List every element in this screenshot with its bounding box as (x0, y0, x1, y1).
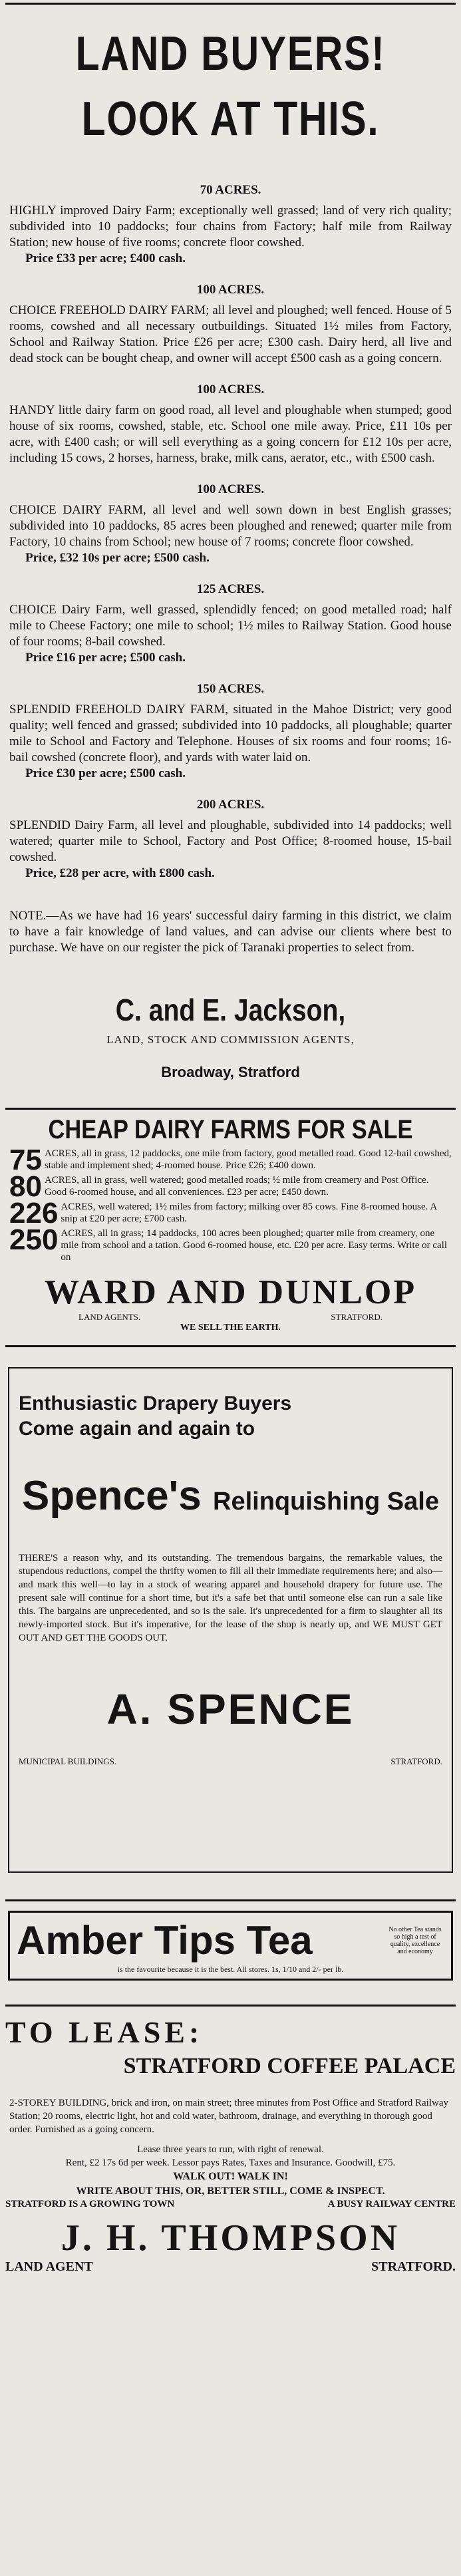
cheap-farm-row (9, 1170, 452, 1203)
newspaper-column (5, 0, 456, 2275)
lot-body: HIGHLY improved Dairy Farm; exceptionally well grassed; land of very rich quality; subdivided into 10 paddocks; four chains from Factory; half mile from Railway Station; new house of five rooms; concrete floor cowshed. (9, 204, 452, 249)
cheap-farms-headline: CHEAP DAIRY FARMS FOR SALE (48, 1115, 413, 1144)
lot-title: 125 ACRES. (196, 582, 265, 596)
lease-body: 2-STOREY BUILDING, brick and iron, on main street; three minutes from Post Office and Stratford Railway Station; 20 rooms, electric light, hot and cold water, bathroom, drainage, and everything in thorough good order. Furnished as a going concern. (9, 2098, 449, 2135)
lot-6 (5, 682, 456, 782)
we-sell-the-earth: WE SELL THE EARTH. (180, 1323, 281, 1333)
firm-subtitle: LAND, STOCK AND COMMISSION AGENTS, (106, 1033, 355, 1046)
lot-title: 150 ACRES. (196, 682, 265, 696)
lot-price: Price, £32 10s per acre; £500 cash. (25, 551, 210, 565)
cheap-farm-text: ACRES, all in grass, well watered; good metalled roads; ½ mile from creamery and Post Office. Good 6-roomed house, and all conveniences. £23 per acre; £450 down. (44, 1175, 429, 1198)
section-rule (5, 1899, 456, 1901)
lease-rent: Rent, £2 17s 6d per week. Lessor pays Rates, Taxes and Insurance. Goodwill, £75. (65, 2158, 396, 2168)
acreage-number: 226 (9, 1197, 59, 1229)
coffee-palace-name: STRATFORD COFFEE PALACE (123, 2054, 456, 2078)
growing-town: STRATFORD IS A GROWING TOWN (5, 2199, 175, 2209)
lot-price: Price £33 per acre; £400 cash. (25, 251, 186, 265)
thompson-footer (5, 2259, 456, 2275)
amber-tips-ad (8, 1911, 453, 1981)
amber-tips-headline: Amber Tips Tea (17, 1918, 313, 1963)
cheap-farm-text: ACRES, all in grass, 12 paddocks, one mile from factory, good metalled road. Good 12-bail cowshed, stable and implement shed; 4-roomed house. Price £26; £400 down. (44, 1148, 452, 1171)
spence-headline (19, 1472, 442, 1520)
lot-4 (5, 482, 456, 566)
headline-land-buyers: LAND BUYERS! (75, 27, 386, 80)
lot-price: Price, £28 per acre, with £800 cash. (25, 866, 215, 880)
cheap-dairy-farms-ad (5, 1115, 456, 1333)
railway-centre: A BUSY RAILWAY CENTRE (327, 2199, 456, 2209)
top-rule (5, 3, 456, 5)
lot-price: Price £16 per acre; £500 cash. (25, 651, 186, 665)
lot-price: Price £30 per acre; £500 cash. (25, 766, 186, 780)
lot-body: SPLENDID Dairy Farm, all level and ploughable, subdivided into 14 paddocks; well watered; quarter mile to School, Factory and Post Office; 8-roomed house, 15-bail cowshed. (9, 818, 452, 864)
lot-3 (5, 383, 456, 466)
walk-out-walk-in: WALK OUT! WALK IN! (173, 2171, 288, 2182)
lot-body: HANDY little dairy farm on good road, all level and ploughable when stumped; good house of six rooms, cowshed, stable, etc. School one mile away. Price, £11 10s per acre, with £400 cash; or will sell everything as a going concern for £12 10s per acre, including 15 cows, 2 horses, harness, brake, milk cans, aerator, etc., with £500 cash. (9, 403, 452, 465)
firm-address: Broadway, Stratford (161, 1064, 300, 1080)
headline-look-at-this: LOOK AT THIS. (81, 92, 380, 146)
land-buyers-ad (5, 23, 456, 1081)
lot-7 (5, 798, 456, 882)
spence-intro-2: Come again and again to (19, 1418, 255, 1440)
spence-signature: A. SPENCE (106, 1685, 355, 1733)
land-agent-label: LAND AGENT (5, 2259, 93, 2274)
cheap-farm-row (9, 1197, 452, 1229)
cheap-farm-row (9, 1223, 452, 1263)
lot-body: CHOICE DAIRY FARM, all level and well sown down in best English grasses; subdivided into 10 paddocks, 85 acres been ploughed and renewed; quarter mile from Factory, 10 chains from School; new house of 7 rooms; concrete floor cowshed. (9, 503, 452, 549)
lot-2 (5, 283, 456, 367)
firm-name: C. and E. Jackson, (115, 993, 346, 1027)
lot-title: 200 ACRES. (196, 798, 265, 812)
relinquishing-sale: Relinquishing Sale (213, 1488, 439, 1516)
write-about-this: WRITE ABOUT THIS, OR, BETTER STILL, COME & INSPECT. (76, 2185, 385, 2197)
lot-5 (5, 582, 456, 666)
spence-footer (19, 1756, 442, 1767)
acreage-number: 75 (9, 1144, 42, 1176)
lot-title: 100 ACRES. (196, 283, 265, 297)
lot-body: CHOICE Dairy Farm, well grassed, splendidly fenced; on good metalled road; half mile to Cheese Factory; one mile to school; 1½ miles to Railway Station. Good house of four rooms; 8-bail cowshed. (9, 603, 452, 649)
spence-ad (8, 1367, 453, 1873)
spence-name: Spence's (22, 1473, 202, 1519)
stratford-label: STRATFORD. (331, 1312, 383, 1322)
cheap-farm-text: ACRES, all in grass; 14 paddocks, 100 acres been ploughed; quarter mile from creamery, one mile from school and a tation. Good 6-roomed house, etc. £20 per acre. Easy terms. Write or call on (61, 1228, 448, 1263)
acreage-number: 80 (9, 1170, 42, 1203)
lease-tagline (5, 2199, 456, 2210)
lot-body: CHOICE FREEHOLD DAIRY FARM; all level and ploughed; well fenced. House of 5 rooms, cowshed and all necessary outbuildings. Situated 1½ miles from Factory, School and Railway Station. Price £26 per acre; £300 cash. Dairy herd, all live and dead stock can be bought cheap, and owner will accept £500 cash as a going concern. (9, 303, 452, 365)
to-lease-headline: TO LEASE: (5, 2015, 204, 2049)
lease-term: Lease three years to run, with right of renewal. (137, 2144, 324, 2155)
tea-row (17, 1917, 444, 1965)
section-rule (5, 1108, 456, 1110)
tea-quality-note: No other Tea stands so high a test of quality, excellence and economy (388, 1926, 442, 1955)
spence-intro-1: Enthusiastic Drapery Buyers (19, 1392, 292, 1414)
note-paragraph: NOTE.—As we have had 16 years' successful dairy farming in this district, we claim to have a fair knowledge of land values, and can advise our clients where best to purchase. We have on our register the pick of Taranaki properties to select from. (9, 909, 452, 955)
to-lease-ad (5, 2014, 456, 2275)
ward-and-dunlop-name: WARD AND DUNLOP (44, 1273, 417, 1311)
tea-footer: is the favourite because it is the best. All stores. 1s, 1/10 and 2/- per lb. (117, 1965, 344, 1974)
municipal-buildings: MUNICIPAL BUILDINGS. (19, 1756, 117, 1766)
thompson-stratford: STRATFORD. (371, 2259, 456, 2274)
ward-and-dunlop-subline (78, 1312, 383, 1323)
spence-body: THERE'S a reason why, and its outstanding. The tremendous bargains, the remarkable values, the stupendous reductions, compel the thrifty women to fill all their immediate requirements here; and also—and mark this well—to lay in a stock of wearing apparel and household drapery for future use. The present sale will continue for a short time, but it's a safe bet that until someone else can run a sale like this. The bargains are unprecedented, and so is the sale. It's unprecedented for a firm to slaughter all its newly-imported stock. But it's imperative, for the lease of the shop is nearly up, and WE MUST GET OUT AND GET THE GOODS OUT. (19, 1553, 442, 1643)
lot-title: 100 ACRES. (196, 383, 265, 397)
lot-body: SPLENDID FREEHOLD DAIRY FARM, situated in the Mahoe District; very good quality; well fenced and grassed; subdivided into 10 paddocks, all ploughable; quarter mile to School and Factory and Telephone. Houses of six rooms and four rooms; 16-bail cowshed (concrete floor), and yards with water laid on. (9, 703, 452, 764)
cheap-farm-text: ACRES, well watered; 1½ miles from factory; milking over 85 cows. Fine 8-roomed house. A snip at £20 per acre; £700 cash. (61, 1202, 437, 1224)
section-rule (5, 1345, 456, 1347)
cheap-farm-row (9, 1144, 452, 1176)
thompson-name: J. H. THOMPSON (61, 2217, 400, 2259)
acreage-number: 250 (9, 1223, 59, 1256)
land-agents-label: LAND AGENTS. (78, 1312, 141, 1322)
lot-1 (5, 183, 456, 267)
lot-title: 70 ACRES. (200, 183, 261, 197)
section-rule (5, 2005, 456, 2007)
spence-stratford: STRATFORD. (390, 1756, 442, 1766)
lot-title: 100 ACRES. (196, 482, 265, 496)
